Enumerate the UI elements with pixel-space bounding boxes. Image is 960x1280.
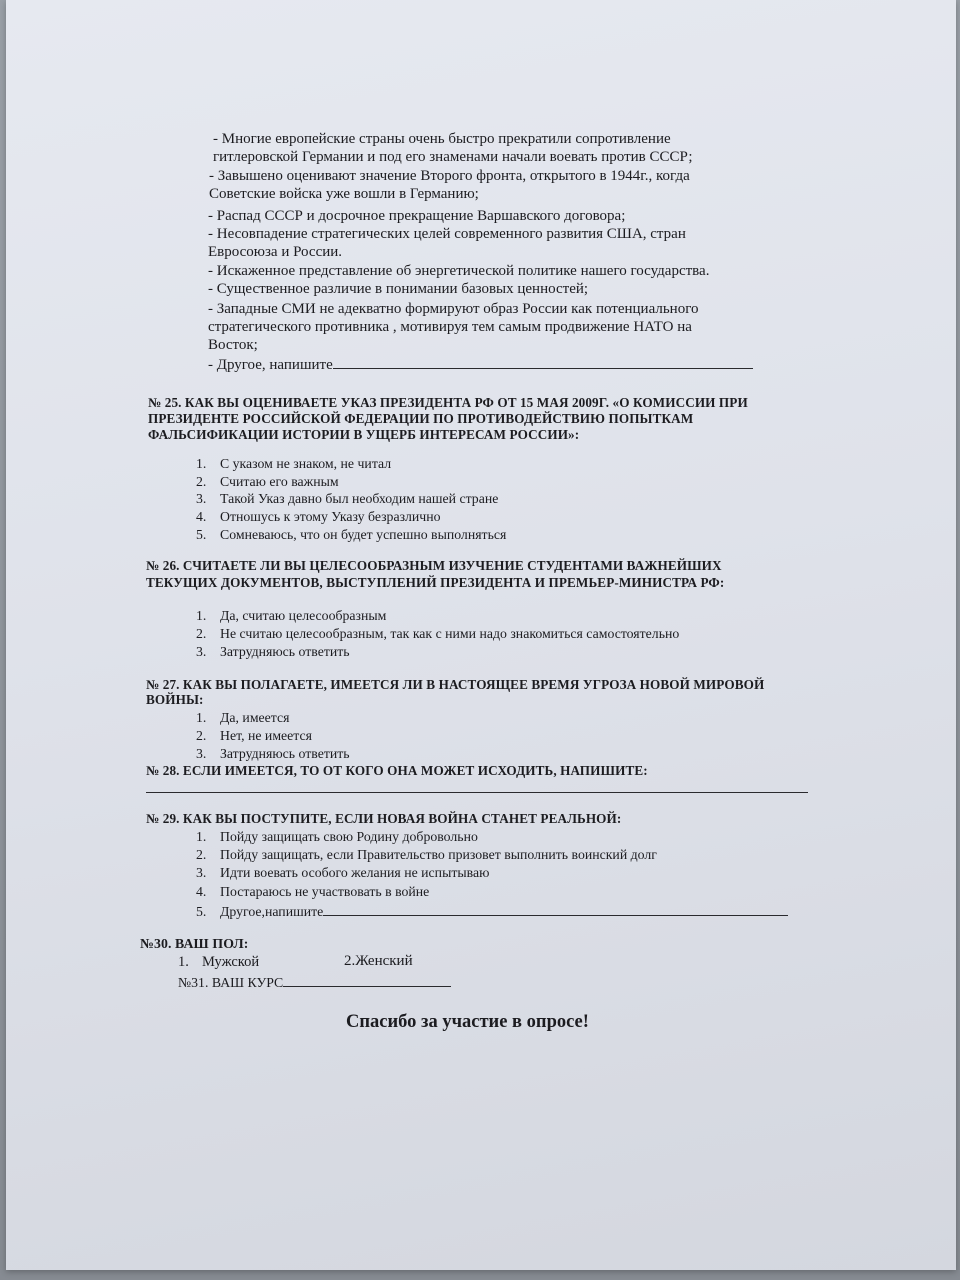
option-text: Другое,напишите [220,904,324,919]
intro-line: Восток; [208,337,258,353]
intro-line: - Существенное различие в понимании базовых ценностей; [208,281,589,297]
option-number: 1. [178,954,189,970]
option-text: Затрудняюсь ответить [220,644,350,659]
question-26-option[interactable] [196,607,386,625]
option-number: 2. [196,474,207,489]
intro-line: Евросоюза и России. [208,244,343,260]
option-text: Сомневаюсь, что он будет успешно выполняться [220,527,507,542]
intro-line: - Завышено оценивают значение Второго фронта, открытого в 1944г., когда [209,168,690,184]
option-text: Идти воевать особого желания не испытываю [220,865,490,880]
question-27-option[interactable] [196,727,312,745]
option-text: Постараюсь не участвовать в войне [220,884,430,899]
option-number: 3. [196,644,207,659]
option-number: 1. [196,829,207,844]
question-28-answer-line[interactable] [146,792,808,793]
option-number: 4. [196,884,207,899]
question-25-title-line: № 25. КАК ВЫ ОЦЕНИВАЕТЕ УКАЗ ПРЕЗИДЕНТА РФ ОТ 15 МАЯ 2009Г. «О КОМИССИИ ПРИ [148,395,748,410]
question-25-option[interactable] [196,473,339,491]
option-number: 5. [196,527,207,542]
question-29-option[interactable] [196,846,657,864]
question-25-option[interactable] [196,455,391,473]
option-text: Не считаю целесообразным, так как с ними надо знакомиться самостоятельно [220,626,680,641]
question-29-other-answer-line[interactable] [323,901,788,916]
intro-line: - Распад СССР и досрочное прекращение Варшавского договора; [208,208,626,224]
question-29-option[interactable] [196,883,429,901]
option-text: Пойду защищать свою Родину добровольно [220,829,478,844]
question-31-answer-line[interactable] [283,972,451,987]
intro-line: - Несовпадение стратегических целей современного развития США, стран [208,226,686,242]
question-29-option[interactable] [196,828,478,846]
option-text: Да, имеется [220,710,290,725]
option-text: Пойду защищать, если Правительство призовет выполнить воинский долг [220,847,657,862]
question-27-option[interactable] [196,709,289,727]
option-text: Мужской [202,954,260,970]
question-31-title: №31. ВАШ КУРС [178,975,284,990]
option-text: Да, считаю целесообразным [220,608,387,623]
option-number: 4. [196,509,207,524]
intro-line: Советские войска уже вошли в Германию; [209,186,479,202]
intro-line: - Западные СМИ не адекватно формируют образ России как потенциального [208,301,699,317]
question-27-title-line: № 27. КАК ВЫ ПОЛАГАЕТЕ, ИМЕЕТСЯ ЛИ В НАСТОЯЩЕЕ ВРЕМЯ УГРОЗА НОВОЙ МИРОВОЙ [146,677,765,692]
question-26-option[interactable] [196,643,350,661]
intro-other-label: - Другое, напишите [208,357,333,373]
question-25-option[interactable] [196,490,498,508]
intro-line: - Искаженное представление об энергетической политике нашего государства. [208,263,710,279]
question-29-title: № 29. КАК ВЫ ПОСТУПИТЕ, ЕСЛИ НОВАЯ ВОЙНА СТАНЕТ РЕАЛЬНОЙ: [146,811,622,826]
question-25-title-line: ФАЛЬСИФИКАЦИИ ИСТОРИИ В УЩЕРБ ИНТЕРЕСАМ РОССИИ»: [148,427,580,442]
intro-line: - Многие европейские страны очень быстро прекратили сопротивление [213,131,671,147]
option-text: Такой Указ давно был необходим нашей стране [220,491,499,506]
thank-you-message: Спасибо за участие в опросе! [346,1012,589,1032]
question-25-option[interactable] [196,508,441,526]
question-28-title: № 28. ЕСЛИ ИМЕЕТСЯ, ТО ОТ КОГО ОНА МОЖЕТ ИСХОДИТЬ, НАПИШИТЕ: [146,763,648,778]
question-26-title-line: № 26. СЧИТАЕТЕ ЛИ ВЫ ЦЕЛЕСООБРАЗНЫМ ИЗУЧЕНИЕ СТУДЕНТАМИ ВАЖНЕЙШИХ [146,558,722,573]
question-29-option[interactable] [196,901,788,921]
option-text: Считаю его важным [220,474,339,489]
question-27-option[interactable] [196,745,350,763]
intro-other-answer-line[interactable] [333,354,753,369]
intro-line: стратегического противника , мотивируя тем самым продвижение НАТО на [208,319,692,335]
option-text: Нет, не имеется [220,728,312,743]
option-text: С указом не знаком, не читал [220,456,392,471]
question-30-option-female[interactable]: 2.Женский [344,953,413,969]
option-number: 3. [196,491,207,506]
question-31-row [178,972,451,992]
intro-other-line [208,354,753,374]
question-26-title-line: ТЕКУЩИХ ДОКУМЕНТОВ, ВЫСТУПЛЕНИЙ ПРЕЗИДЕНТА И ПРЕМЬЕР-МИНИСТРА РФ: [146,575,725,590]
option-number: 1. [196,608,207,623]
option-number: 1. [196,456,207,471]
question-29-option[interactable] [196,864,489,882]
question-30-title: №30. ВАШ ПОЛ: [140,936,249,951]
option-text: Отношусь к этому Указу безразлично [220,509,441,524]
intro-line: гитлеровской Германии и под его знаменами начали воевать против СССР; [213,149,693,165]
question-27-title-line: ВОЙНЫ: [146,692,204,707]
question-26-option[interactable] [196,625,679,643]
option-number: 3. [196,865,207,880]
option-number: 2. [196,626,207,641]
option-number: 2. [196,728,207,743]
questionnaire-page [6,0,956,1270]
question-25-option[interactable] [196,526,506,544]
option-number: 2. [196,847,207,862]
option-number: 5. [196,904,207,919]
option-number: 3. [196,746,207,761]
option-text: Затрудняюсь ответить [220,746,350,761]
question-30-option-male[interactable] [178,953,259,971]
question-25-title-line: ПРЕЗИДЕНТЕ РОССИЙСКОЙ ФЕДЕРАЦИИ ПО ПРОТИВОДЕЙСТВИЮ ПОПЫТКАМ [148,411,694,426]
option-number: 1. [196,710,207,725]
